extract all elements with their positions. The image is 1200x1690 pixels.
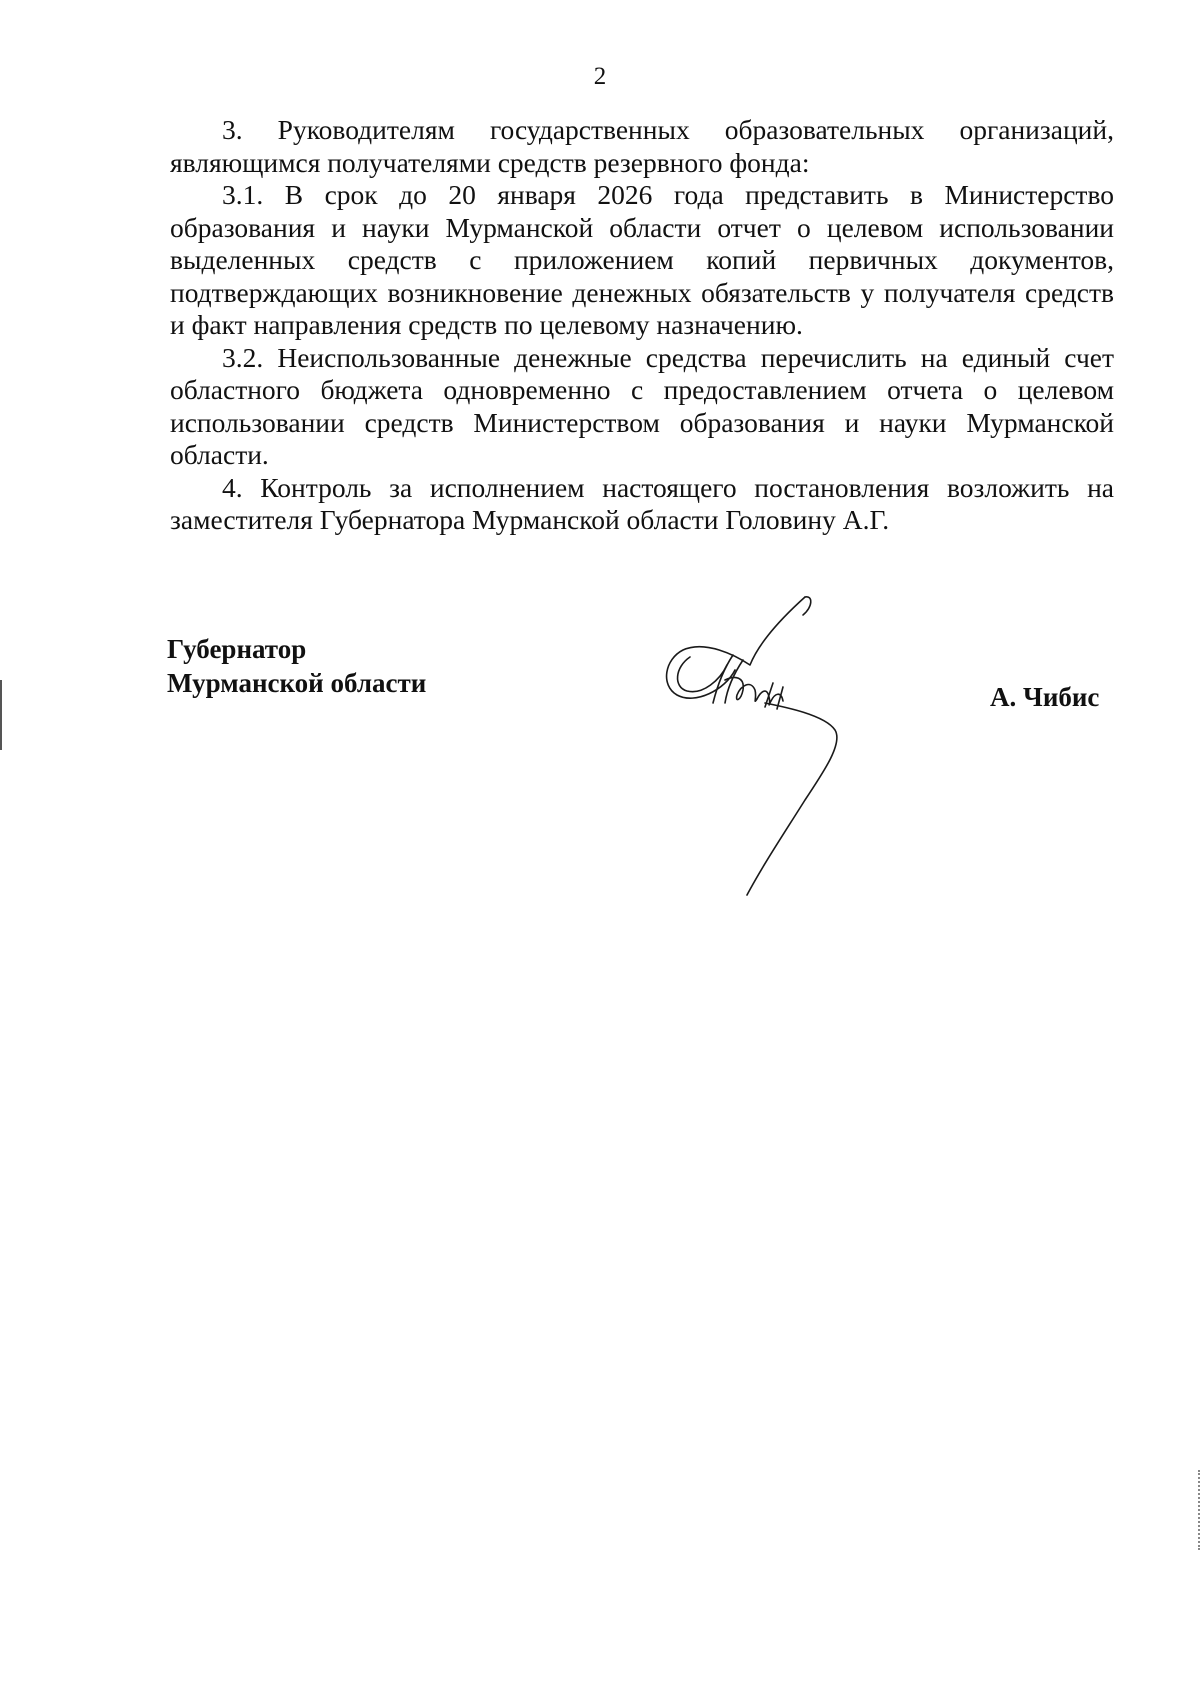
signer-name: А. Чибис bbox=[990, 682, 1100, 712]
paragraph-4: 4. Контроль за исполнением настоящего постановления возложить на заместителя Губернатора Мурманской области Головину А.Г. bbox=[170, 471, 1114, 535]
document-body bbox=[170, 114, 1114, 537]
paragraph-3-1: 3.1. В срок до 20 января 2026 года представить в Министерство образования и науки Мурманской области отчет о целевом использовании выделенных средств с приложением копий первичных документов, подтверждающих возникновение денежных обязательств у получателя средств и факт направления средств по целевому назначению. bbox=[170, 179, 1114, 340]
paragraph-3-2: 3.2. Неиспользованные денежные средства перечислить на единый счет областного бюджета одновременно с предоставлением отчета о целевом использовании средств Министерством образования и науки Мурманской области. bbox=[170, 341, 1114, 470]
page-number: 2 bbox=[593, 63, 607, 90]
signatory-title: Губернатор bbox=[167, 634, 307, 664]
handwritten-signature bbox=[665, 595, 875, 900]
scan-edge-mark-right bbox=[1196, 1470, 1200, 1550]
signatory-region: Мурманской области bbox=[167, 668, 427, 698]
signatory-position bbox=[167, 632, 426, 700]
paragraph-3: 3. Руководителям государственных образовательных организаций, являющимся получателями средств резервного фонда: bbox=[170, 114, 1114, 178]
scan-edge-mark-left bbox=[0, 680, 2, 750]
